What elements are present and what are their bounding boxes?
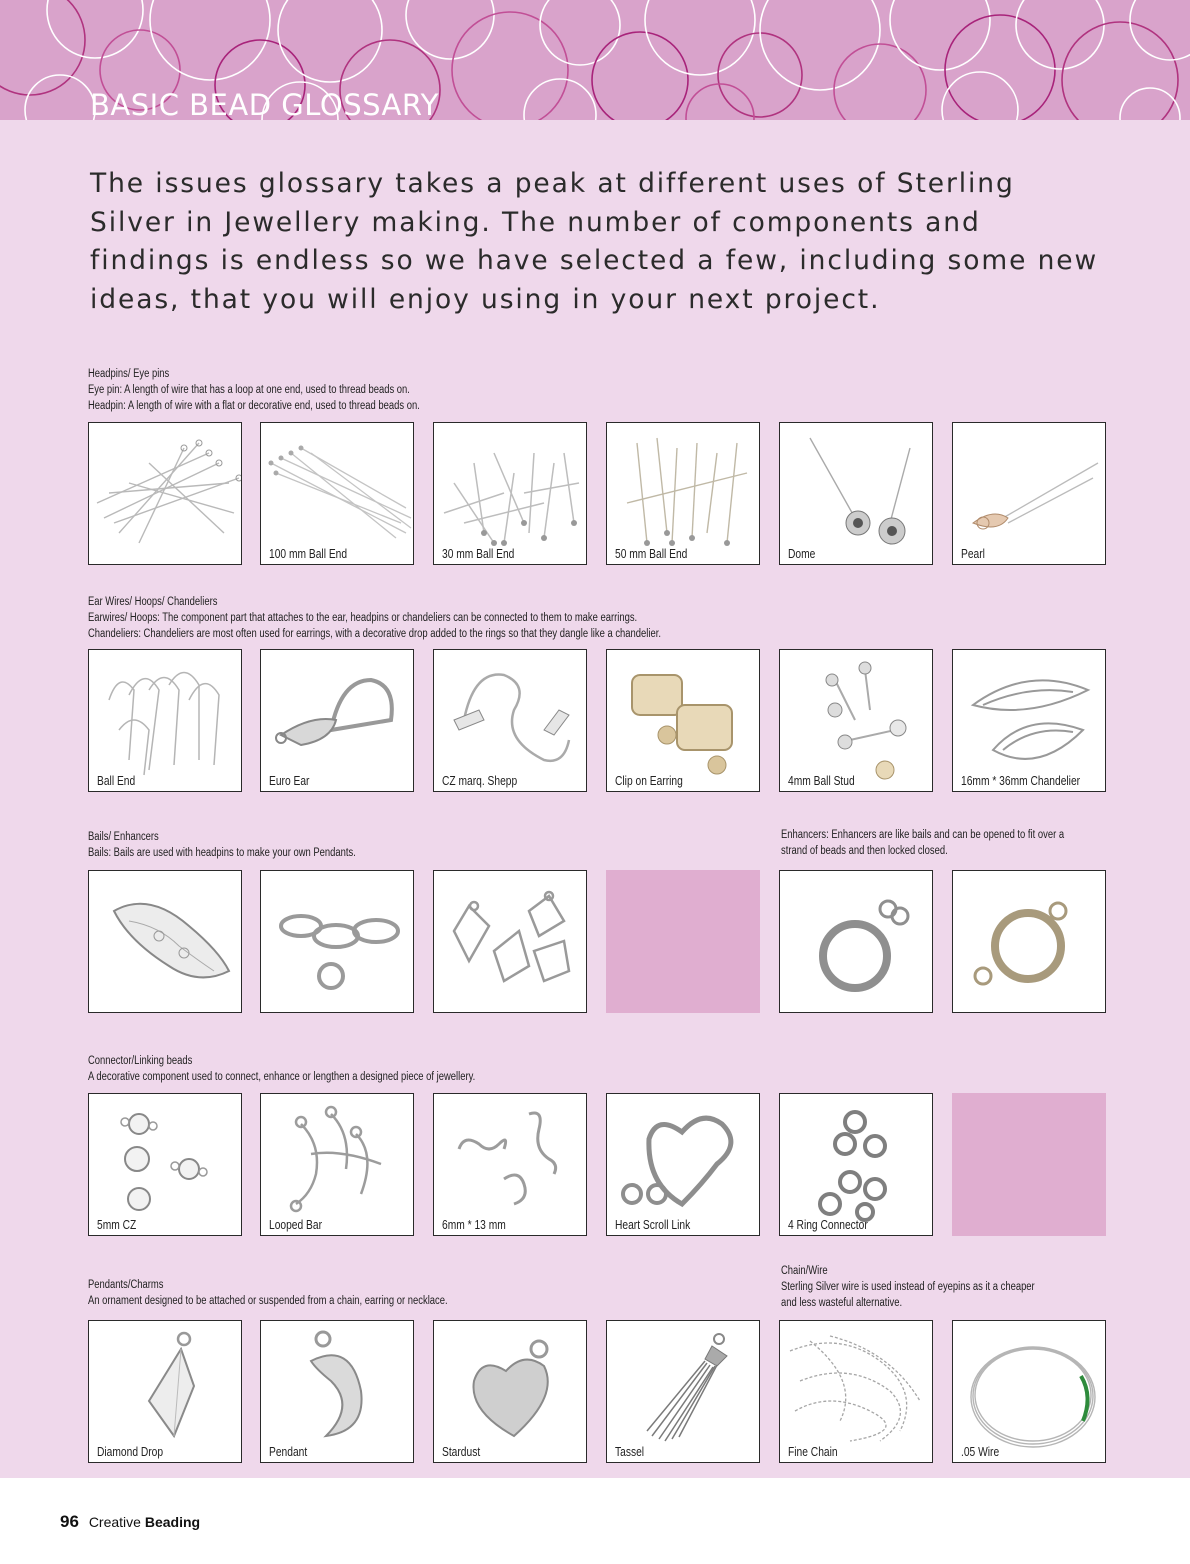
- pinch-bails-illustration: [434, 871, 587, 1013]
- product-image-diamond-drop: [88, 1320, 242, 1463]
- product-image-bail-oval: [260, 870, 414, 1013]
- section-title: Bails/ Enhancers: [88, 831, 159, 843]
- product-image-dome: [779, 422, 933, 565]
- section-title: Headpins/ Eye pins: [88, 368, 170, 380]
- section-line: An ornament designed to be attached or suspended from a chain, earring or necklace.: [88, 1295, 448, 1307]
- item-label: .05 Wire: [961, 1445, 1000, 1459]
- header-banner: [0, 0, 1190, 120]
- pearl-headpin-illustration: [953, 423, 1106, 565]
- looped-bar-illustration: [261, 1094, 414, 1236]
- wire-coil-illustration: [953, 1321, 1106, 1463]
- section-line: Chandeliers: Chandeliers are most often used for earrings, with a decorative drop added to the rings so that they dangle like a chandelier.: [88, 628, 661, 640]
- product-image-euro-ear: [260, 649, 414, 792]
- item-label: Dome: [788, 547, 816, 561]
- item-label: Pearl: [961, 547, 985, 561]
- eye-pins-illustration: [89, 423, 242, 565]
- dome-headpin-illustration: [780, 423, 933, 565]
- product-image-cz-marq-shepp: [433, 649, 587, 792]
- product-image-6mm-13mm: [433, 1093, 587, 1236]
- product-image-4-ring-connector: [779, 1093, 933, 1236]
- enhancers-description: [781, 827, 1064, 859]
- section-line: Eye pin: A length of wire that has a loop at one end, used to thread beads on.: [88, 384, 410, 396]
- page-number: 96: [60, 1512, 79, 1531]
- item-label: 50 mm Ball End: [615, 547, 688, 561]
- product-image-enhancer-2: [952, 870, 1106, 1013]
- item-label: 4mm Ball Stud: [788, 774, 855, 788]
- pendant-illustration: [261, 1321, 414, 1463]
- product-image-fine-chain: [779, 1320, 933, 1463]
- item-label: CZ marq. Shepp: [442, 774, 518, 788]
- ball-stud-illustration: [780, 650, 933, 792]
- item-label: Ball End: [97, 774, 136, 788]
- section-line: strand of beads and then locked closed.: [781, 845, 948, 857]
- headpins-illustration: [434, 423, 587, 565]
- bails-description: [88, 829, 356, 861]
- connectors-description: [88, 1053, 475, 1085]
- product-image-heart-scroll-link: [606, 1093, 760, 1236]
- section-title: Ear Wires/ Hoops/ Chandeliers: [88, 596, 218, 608]
- empty-placeholder: [952, 1093, 1106, 1236]
- section-line: A decorative component used to connect, enhance or lengthen a designed piece of jewellery.: [88, 1071, 476, 1083]
- product-image-eye-pins: [88, 422, 242, 565]
- item-label: Heart Scroll Link: [615, 1218, 691, 1232]
- euro-ear-illustration: [261, 650, 414, 792]
- chain-description: [781, 1263, 1035, 1311]
- product-image-clip-on-earring: [606, 649, 760, 792]
- page-footer: [60, 1512, 200, 1532]
- empty-placeholder: [606, 870, 760, 1013]
- intro-paragraph: The issues glossary takes a peak at different uses of Sterling Silver in Jewellery making. The number of components and findings is endless so we have selected a few, including some new ideas, that you will enjoy using in your next project.: [90, 168, 1099, 315]
- section-title: Pendants/Charms: [88, 1279, 164, 1291]
- item-label: Fine Chain: [788, 1445, 838, 1459]
- filigree-bail-illustration: [89, 871, 242, 1013]
- enhancer-illustration: [953, 871, 1106, 1013]
- item-label: Stardust: [442, 1445, 481, 1459]
- item-label: 4 Ring Connector: [788, 1218, 868, 1232]
- shepherd-hook-illustration: [434, 650, 587, 792]
- section-title: Connector/Linking beads: [88, 1055, 193, 1067]
- item-label: Diamond Drop: [97, 1445, 164, 1459]
- item-label: Clip on Earring: [615, 774, 683, 788]
- earwires-description: [88, 594, 661, 642]
- item-label: 30 mm Ball End: [442, 547, 515, 561]
- product-image-bail-filigree: [88, 870, 242, 1013]
- section-line: Sterling Silver wire is used instead of eyepins as it a cheaper: [781, 1281, 1035, 1293]
- s-hook-illustration: [434, 1094, 587, 1236]
- diamond-drop-illustration: [89, 1321, 242, 1463]
- chain-illustration: [780, 1321, 933, 1463]
- section-line: Enhancers: Enhancers are like bails and can be opened to fit over a: [781, 829, 1065, 841]
- item-label: 5mm CZ: [97, 1218, 137, 1232]
- product-image-enhancer-1: [779, 870, 933, 1013]
- item-label: 100 mm Ball End: [269, 547, 348, 561]
- section-line: Earwires/ Hoops: The component part that attaches to the ear, headpins or chandeliers can be connected to them to make earrings.: [88, 612, 638, 624]
- product-image-chandelier: [952, 649, 1106, 792]
- tassel-illustration: [607, 1321, 760, 1463]
- ring-connector-illustration: [780, 1094, 933, 1236]
- product-image-4mm-ball-stud: [779, 649, 933, 792]
- pendants-description: [88, 1277, 448, 1309]
- product-image-pendant: [260, 1320, 414, 1463]
- headpins-illustration: [607, 423, 760, 565]
- banner-title: BASIC BEAD GLOSSARY: [90, 88, 439, 120]
- product-image-50mm-ball-end: [606, 422, 760, 565]
- earwires-illustration: [89, 650, 242, 792]
- item-label: Pendant: [269, 1445, 308, 1459]
- product-image-stardust: [433, 1320, 587, 1463]
- heart-charm-illustration: [434, 1321, 587, 1463]
- product-image-ball-end-earwire: [88, 649, 242, 792]
- product-image-30mm-ball-end: [433, 422, 587, 565]
- product-image-5mm-cz: [88, 1093, 242, 1236]
- product-image-pearl: [952, 422, 1106, 565]
- item-label: Tassel: [615, 1445, 645, 1459]
- headpins-illustration: [261, 423, 414, 565]
- chandelier-illustration: [953, 650, 1106, 792]
- section-line: Bails: Bails are used with headpins to make your own Pendants.: [88, 847, 356, 859]
- section-line: and less wasteful alternative.: [781, 1297, 903, 1309]
- item-label: Looped Bar: [269, 1218, 323, 1232]
- oval-bails-illustration: [261, 871, 414, 1013]
- headpins-description: [88, 366, 420, 414]
- item-label: 6mm * 13 mm: [442, 1218, 506, 1232]
- item-label: 16mm * 36mm Chandelier: [961, 774, 1081, 788]
- section-title: Chain/Wire: [781, 1265, 828, 1277]
- product-image-05-wire: [952, 1320, 1106, 1463]
- product-image-100mm-ball-end: [260, 422, 414, 565]
- section-line: Headpin: A length of wire with a flat or decorative end, used to thread beads on.: [88, 400, 420, 412]
- enhancer-illustration: [780, 871, 933, 1013]
- magazine-name-bold: Beading: [144, 1514, 201, 1530]
- clip-earring-illustration: [607, 650, 760, 792]
- product-image-tassel: [606, 1320, 760, 1463]
- product-image-looped-bar: [260, 1093, 414, 1236]
- magazine-name-prefix: Creative: [88, 1514, 141, 1530]
- cz-connector-illustration: [89, 1094, 242, 1236]
- heart-scroll-illustration: [607, 1094, 760, 1236]
- item-label: Euro Ear: [269, 774, 310, 788]
- product-image-bail-pinch: [433, 870, 587, 1013]
